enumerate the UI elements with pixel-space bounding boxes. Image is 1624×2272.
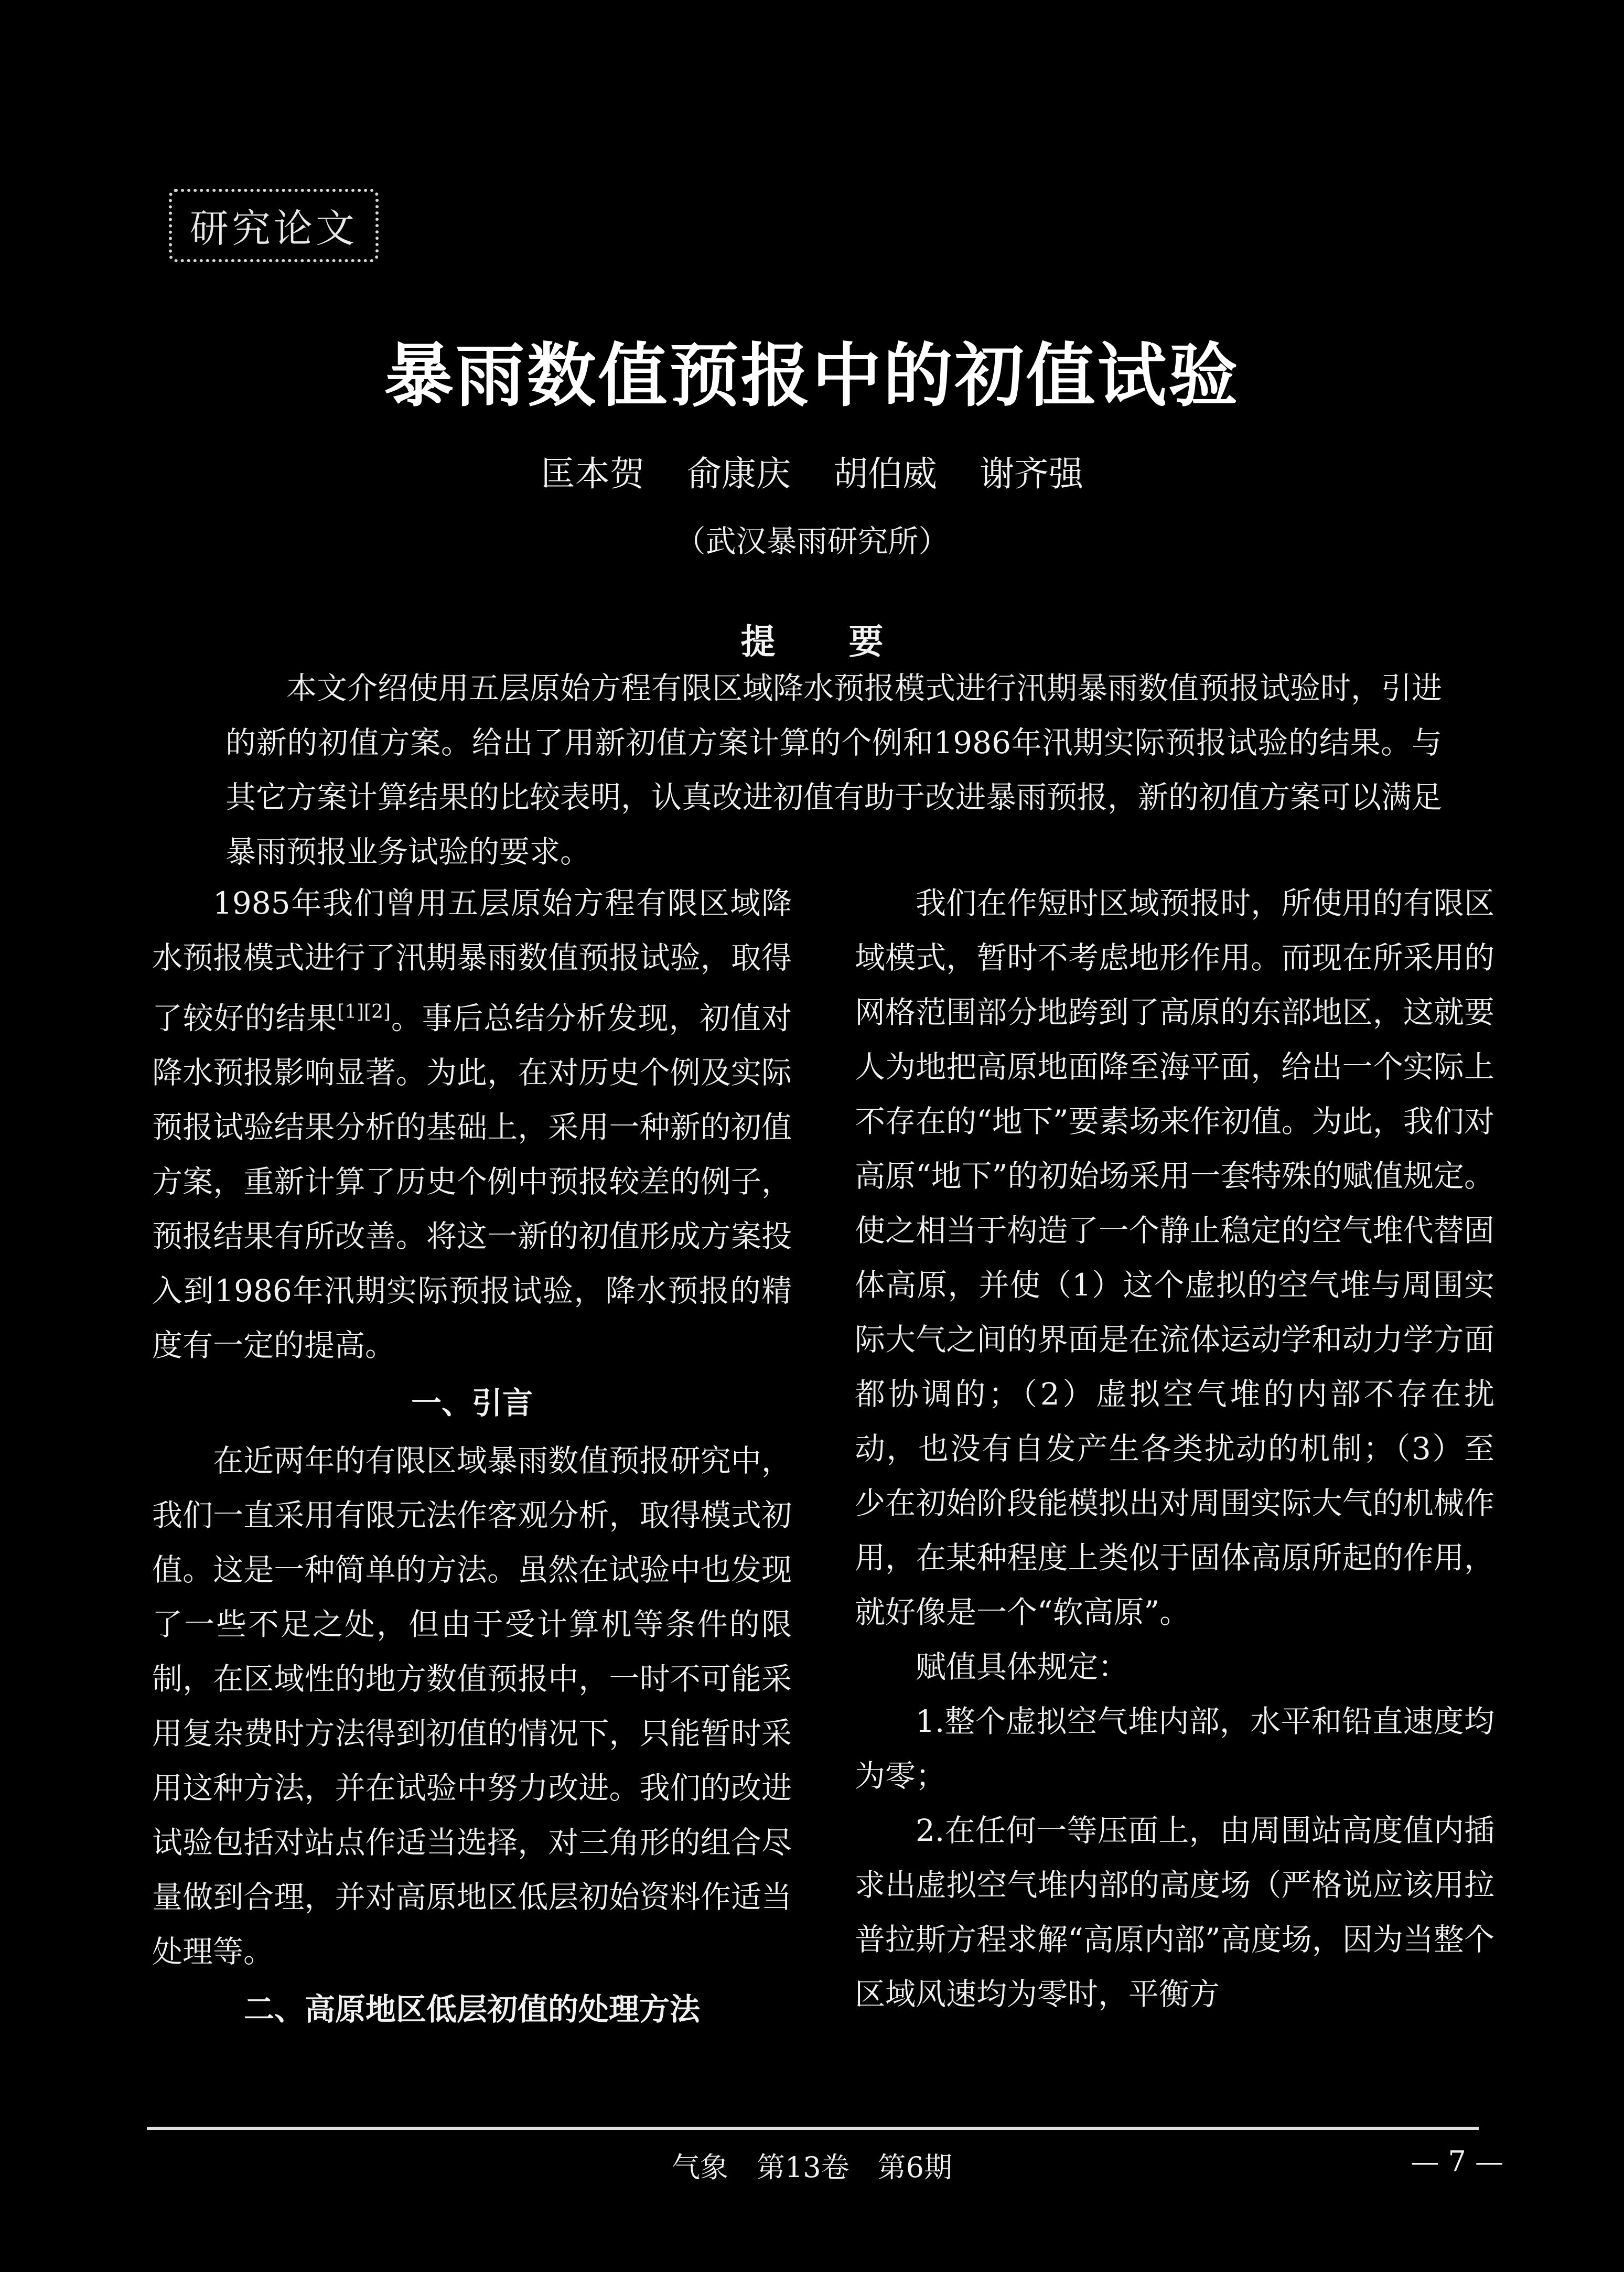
footer-divider [147,2127,1479,2130]
plateau-paragraph: 我们在作短时区域预报时，所使用的有限区域模式，暂时不考虑地形作用。而现在所采用的网格范围部分地跨到了高原的东部地区，这就要人为地把高原地面降至海平面，给出一个实际上不存在的“地下”要素场来作初值。为此，我们对高原“地下”的初始场采用一套特殊的赋值规定。使之相当于构造了一个静止稳定的空气堆代替固体高原，并使（1）这个虚拟的空气堆与周围实际大气之间的界面是在流体运动学和动力学方面都协调的；（2）虚拟空气堆的内部不存在扰动，也没有自发产生各类扰动的机制；（3）至少在初始阶段能模拟出对周围实际大气的机械作用，在某种程度上类似于固体高原所起的作用，就好像是一个“软高原”。 [855,885,1494,1630]
intro-text-b: 。事后总结分析发现，初值对降水预报影响显著。为此，在对历史个例及实际预报试验结果分析的基础上，采用一种新的初值方案，重新计算了历史个例中预报较差的例子，预报结果有所改善。将这一新的初值形成方案投入到1986年汛期实际预报试验，降水预报的精度有一定的提高。 [152,1000,792,1364]
citation-ref: [1][2] [337,1001,391,1023]
intro-paragraph [152,876,792,1373]
abstract-body [225,661,1442,879]
intro-text-a: 1985年我们曾用五层原始方程有限区域降水预报模式进行了汛期暴雨数值预报试验，取得了较好的结果 [152,885,792,1036]
rule-item-1: 1.整个虚拟空气堆内部，水平和铅直速度均为零； [855,1703,1494,1794]
journal-info: 气象 第13卷 第6期 [671,2151,953,2184]
affiliation: （武汉暴雨研究所） [675,523,949,559]
section-heading-introduction: 一、引言 [411,1385,533,1421]
right-column [855,876,1494,2021]
introduction-paragraph: 在近两年的有限区域暴雨数值预报研究中，我们一直采用有限元法作客观分析，取得模式初值。这是一种简单的方法。虽然在试验中也发现了一些不足之处，但由于受计算机等条件的限制，在区域性的地方数值预报中，一时不可能采用复杂费时方法得到初值的情况下，只能暂时采用这种方法，并在试验中努力改进。我们的改进试验包括对站点作适当选择，对三角形的组合尽量做到合理，并对高原地区低层初始资料作适当处理等。 [152,1443,792,1970]
left-column [152,876,792,2040]
rules-heading: 赋值具体规定： [916,1649,1129,1685]
section-badge: 研究论文 [169,189,379,262]
section-heading-plateau: 二、高原地区低层初值的处理方法 [243,1991,700,2028]
author-list: 匡本贺 俞康庆 胡伯威 谢齐强 [541,454,1083,494]
rule-item-2: 2.在任何一等压面上，由周围站高度值内插求出虚拟空气堆内部的高度场（严格说应该用拉普拉斯方程求解“高原内部”高度场，因为当整个区域风速均为零时，平衡方 [855,1813,1494,2012]
article-title: 暴雨数值预报中的初值试验 [384,335,1240,416]
abstract-heading: 提要 [740,621,957,662]
abstract-paragraph: 本文介绍使用五层原始方程有限区域降水预报模式进行汛期暴雨数值预报试验时，引进的新的初值方案。给出了用新初值方案计算的个例和1986年汛期实际预报试验的结果。与其它方案计算结果的比较表明，认真改进初值有助于改进暴雨预报，新的初值方案可以满足暴雨预报业务试验的要求。 [225,670,1443,870]
page-number: — 7 — [1411,2145,1503,2178]
